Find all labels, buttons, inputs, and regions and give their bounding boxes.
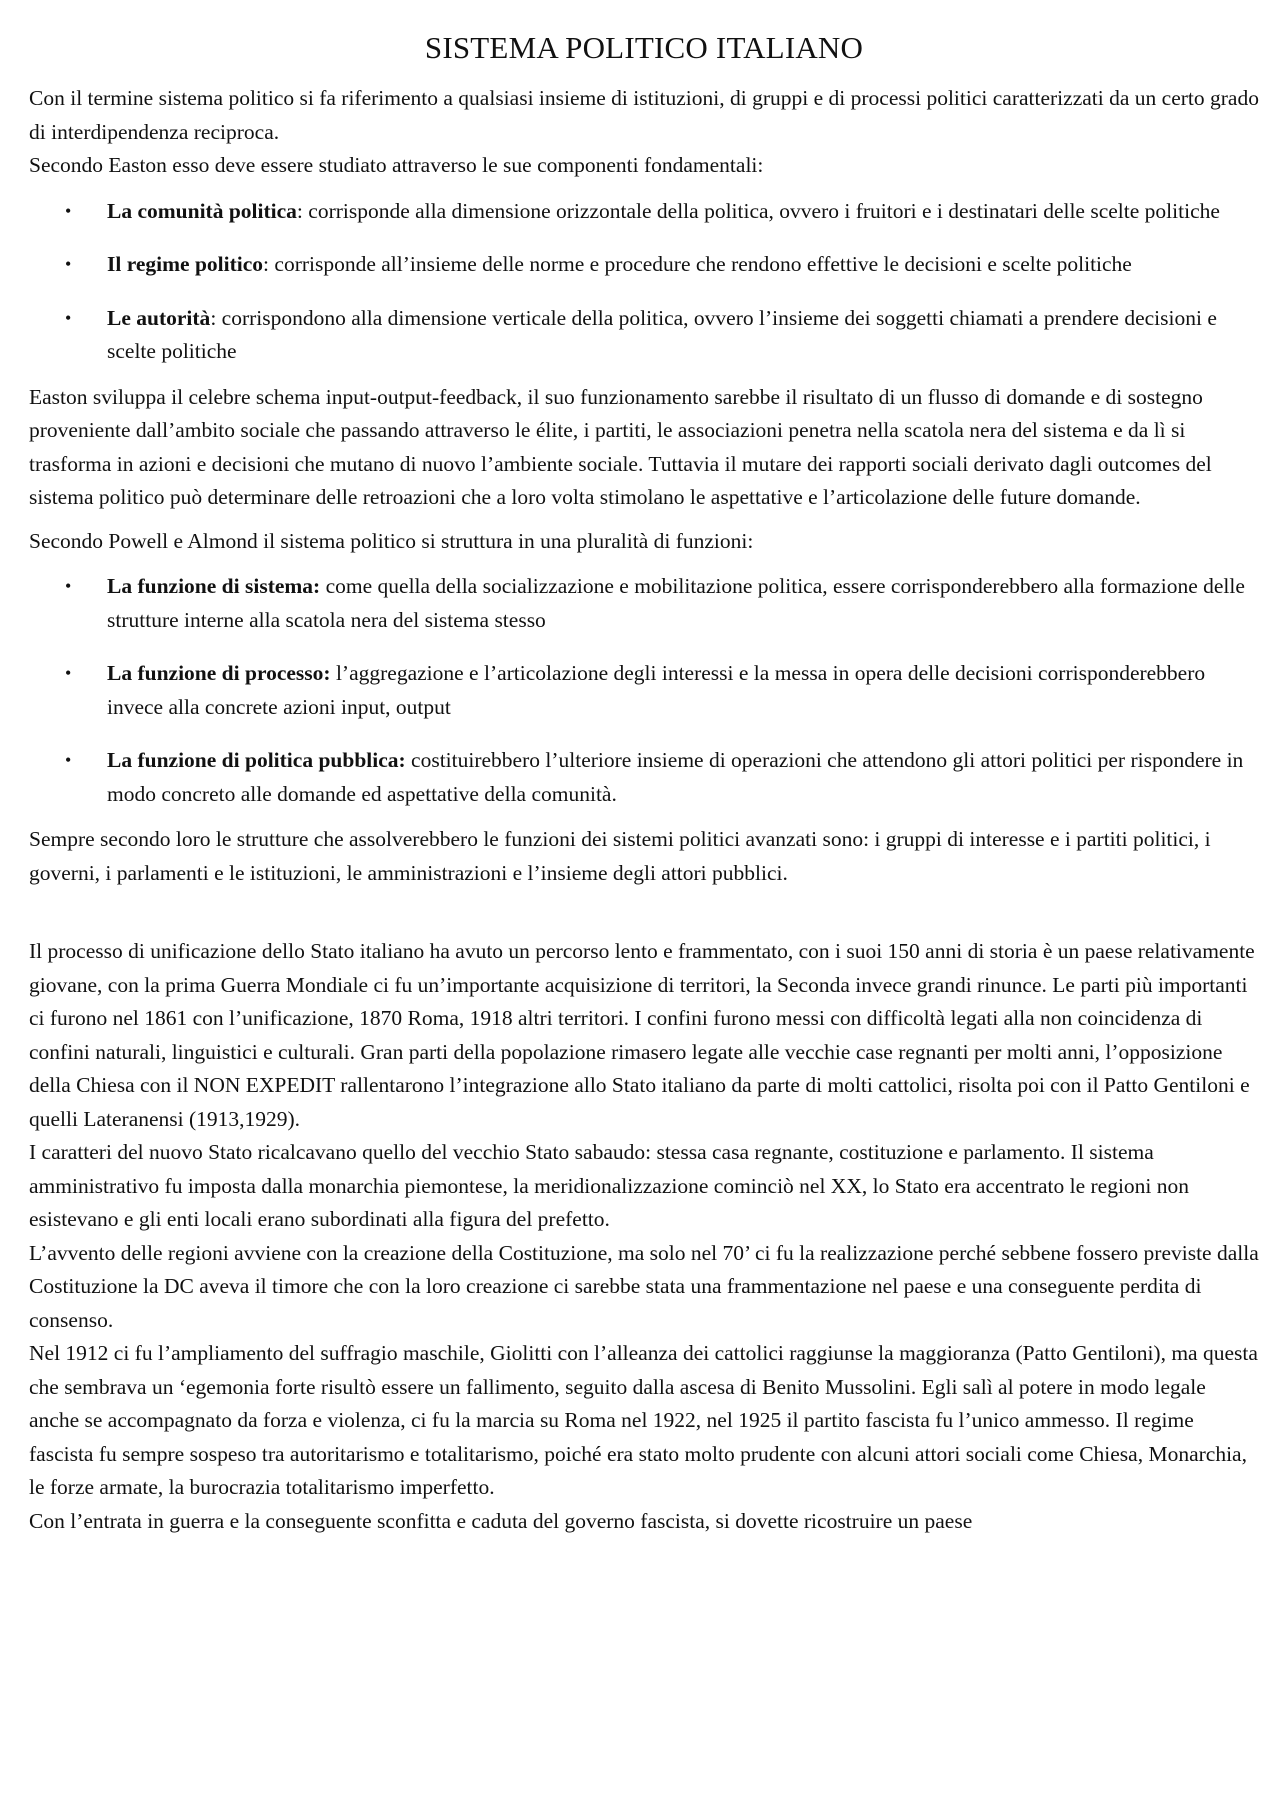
list-item-text: : corrisponde alla dimensione orizzontale della politica, ovvero i fruitori e i destinatari delle scelte politiche [296,198,1220,223]
list-item-text: come quella della socializzazione e mobilitazione politica, essere corrisponderebbero alla formazione delle strutture interne alla scatola nera del sistema stesso [107,574,1245,632]
list-item [29,744,1259,811]
list-item-text: l’aggregazione e l’articolazione degli interessi e la messa in opera delle decisioni corrisponderebbero invece alla concrete azioni input, output [107,661,1206,719]
bullet-icon: • [65,254,72,274]
list-item [29,570,1259,637]
document-page [29,22,1259,1538]
history-paragraph-regions: L’avvento delle regioni avviene con la creazione della Costituzione, ma solo nel 70’ ci fu la realizzazione perché sebbene fossero previste dalla Costituzione la DC aveva il timore che con la loro creazione ci sarebbe stata una frammentazione nel paese e una conseguente perdita di consenso. [29,1240,1259,1332]
history-paragraph-fascism: Nel 1912 ci fu l’ampliamento del suffragio maschile, Giolitti con l’alleanza dei cattolici raggiunse la maggioranza (Patto Gentiloni), ma questa che sembrava un ‘egemonia forte risultò essere un fallimento, seguito dalla ascesa di Benito Mussolini. Egli salì al potere in modo legale anche se accompagnato da forza e violenza, ci fu la marcia su Roma nel 1922, nel 1925 il partito fascista fu l’unico ammesso. Il regime fascista fu sempre sospeso tra autoritarismo e totalitarismo, poiché era stato molto prudente con alcuni attori sociali come Chiesa, Monarchia, le forze armate, la burocrazia totalitarismo imperfetto. [29,1341,1258,1499]
easton-schema-paragraph: Easton sviluppa il celebre schema input-output-feedback, il suo funzionamento sarebbe il risultato di un flusso di domande e di sostegno proveniente dall’ambito sociale che passando attraverso le élite, i partiti, le associazioni penetra nella scatola nera del sistema e da lì si trasforma in azioni e decisioni che mutano di nuovo l’ambiente sociale. Tuttavia il mutare dei rapporti sociali derivato dagli outcomes del sistema politico può determinare delle retroazioni che a loro volta stimolano le aspettative e l’articolazione delle future domande. [29,384,1212,509]
history-paragraph-new-state: I caratteri del nuovo Stato ricalcavano quello del vecchio Stato sabaudo: stessa casa regnante, costituzione e parlamento. Il sistema amministrativo fu imposta dalla monarchia piemontese, la meridionalizzazione cominciò nel XX, lo Stato era accentrato le regioni non esistevano e gli enti locali erano subordinati alla figura del prefetto. [29,1140,1190,1231]
list-item-term: La funzione di processo: [107,661,331,685]
bullet-icon: • [65,576,72,596]
list-item-term: La comunità politica [107,198,297,223]
easton-components-list [29,195,1259,369]
list-item-term: La funzione di sistema: [107,574,321,598]
list-item-text: costituirebbero l’ulteriore insieme di operazioni che attendono gli attori politici per rispondere in modo concreto alle domande ed aspettative della comunità. [107,748,1244,806]
bullet-icon: • [65,663,72,683]
powell-functions-list [29,570,1259,811]
bullet-icon: • [65,200,72,221]
bullet-icon: • [65,307,72,328]
list-item-text: : corrisponde all’insieme delle norme e procedure che rendono effettive le decisioni e scelte politiche [263,252,1132,276]
list-item [29,195,1259,229]
list-item-term: Il regime politico [107,252,264,276]
list-item [29,657,1259,724]
list-item [29,302,1259,369]
bullet-icon: • [65,750,72,770]
list-item-term: Le autorità [107,305,211,330]
history-paragraph-unification: Il processo di unificazione dello Stato italiano ha avuto un percorso lento e frammentato, con i suoi 150 anni di storia è un paese relativamente giovane, con la prima Guerra Mondiale ci fu un’importante acquisizione di territori, la Seconda invece grandi rinunce. Le parti più importanti ci furono nel 1861 con l’unificazione, 1870 Roma, 1918 altri territori. I confini furono messi con difficoltà legati alla non coincidenza di confini naturali, linguistici e culturali. Gran parti della popolazione rimasero legate alle vecchie case regnanti per molti anni, l’opposizione della Chiesa con il NON EXPEDIT rallentarono l’integrazione allo Stato italiano da parte di molti cattolici, risolta poi con il Patto Gentiloni e quelli Lateranensi (1913,1929). [29,939,1255,1131]
intro-paragraph-definition: Con il termine sistema politico si fa riferimento a qualsiasi insieme di istituzioni, di gruppi e di processi politici caratterizzati da un certo grado di interdipendenza reciproca. [29,86,1259,144]
intro-paragraph-easton: Secondo Easton esso deve essere studiato attraverso le sue componenti fondamentali: [29,153,764,177]
history-paragraph-war: Con l’entrata in guerra e la conseguente sconfitta e caduta del governo fascista, si dovette ricostruire un paese [29,1508,973,1533]
document-title: SISTEMA POLITICO ITALIANO [424,30,864,65]
list-item-term: La funzione di politica pubblica: [107,748,406,772]
powell-intro-paragraph: Secondo Powell e Almond il sistema politico si struttura in una pluralità di funzioni: [29,528,754,553]
list-item-text: : corrispondono alla dimensione verticale della politica, ovvero l’insieme dei soggetti chiamati a prendere decisioni e scelte politiche [107,305,1217,363]
structures-paragraph: Sempre secondo loro le strutture che assolverebbero le funzioni dei sistemi politici avanzati sono: i gruppi di interesse e i partiti politici, i governi, i parlamenti e le istituzioni, le amministrazioni e l’insieme degli attori pubblici. [29,827,1211,885]
list-item [29,248,1259,282]
